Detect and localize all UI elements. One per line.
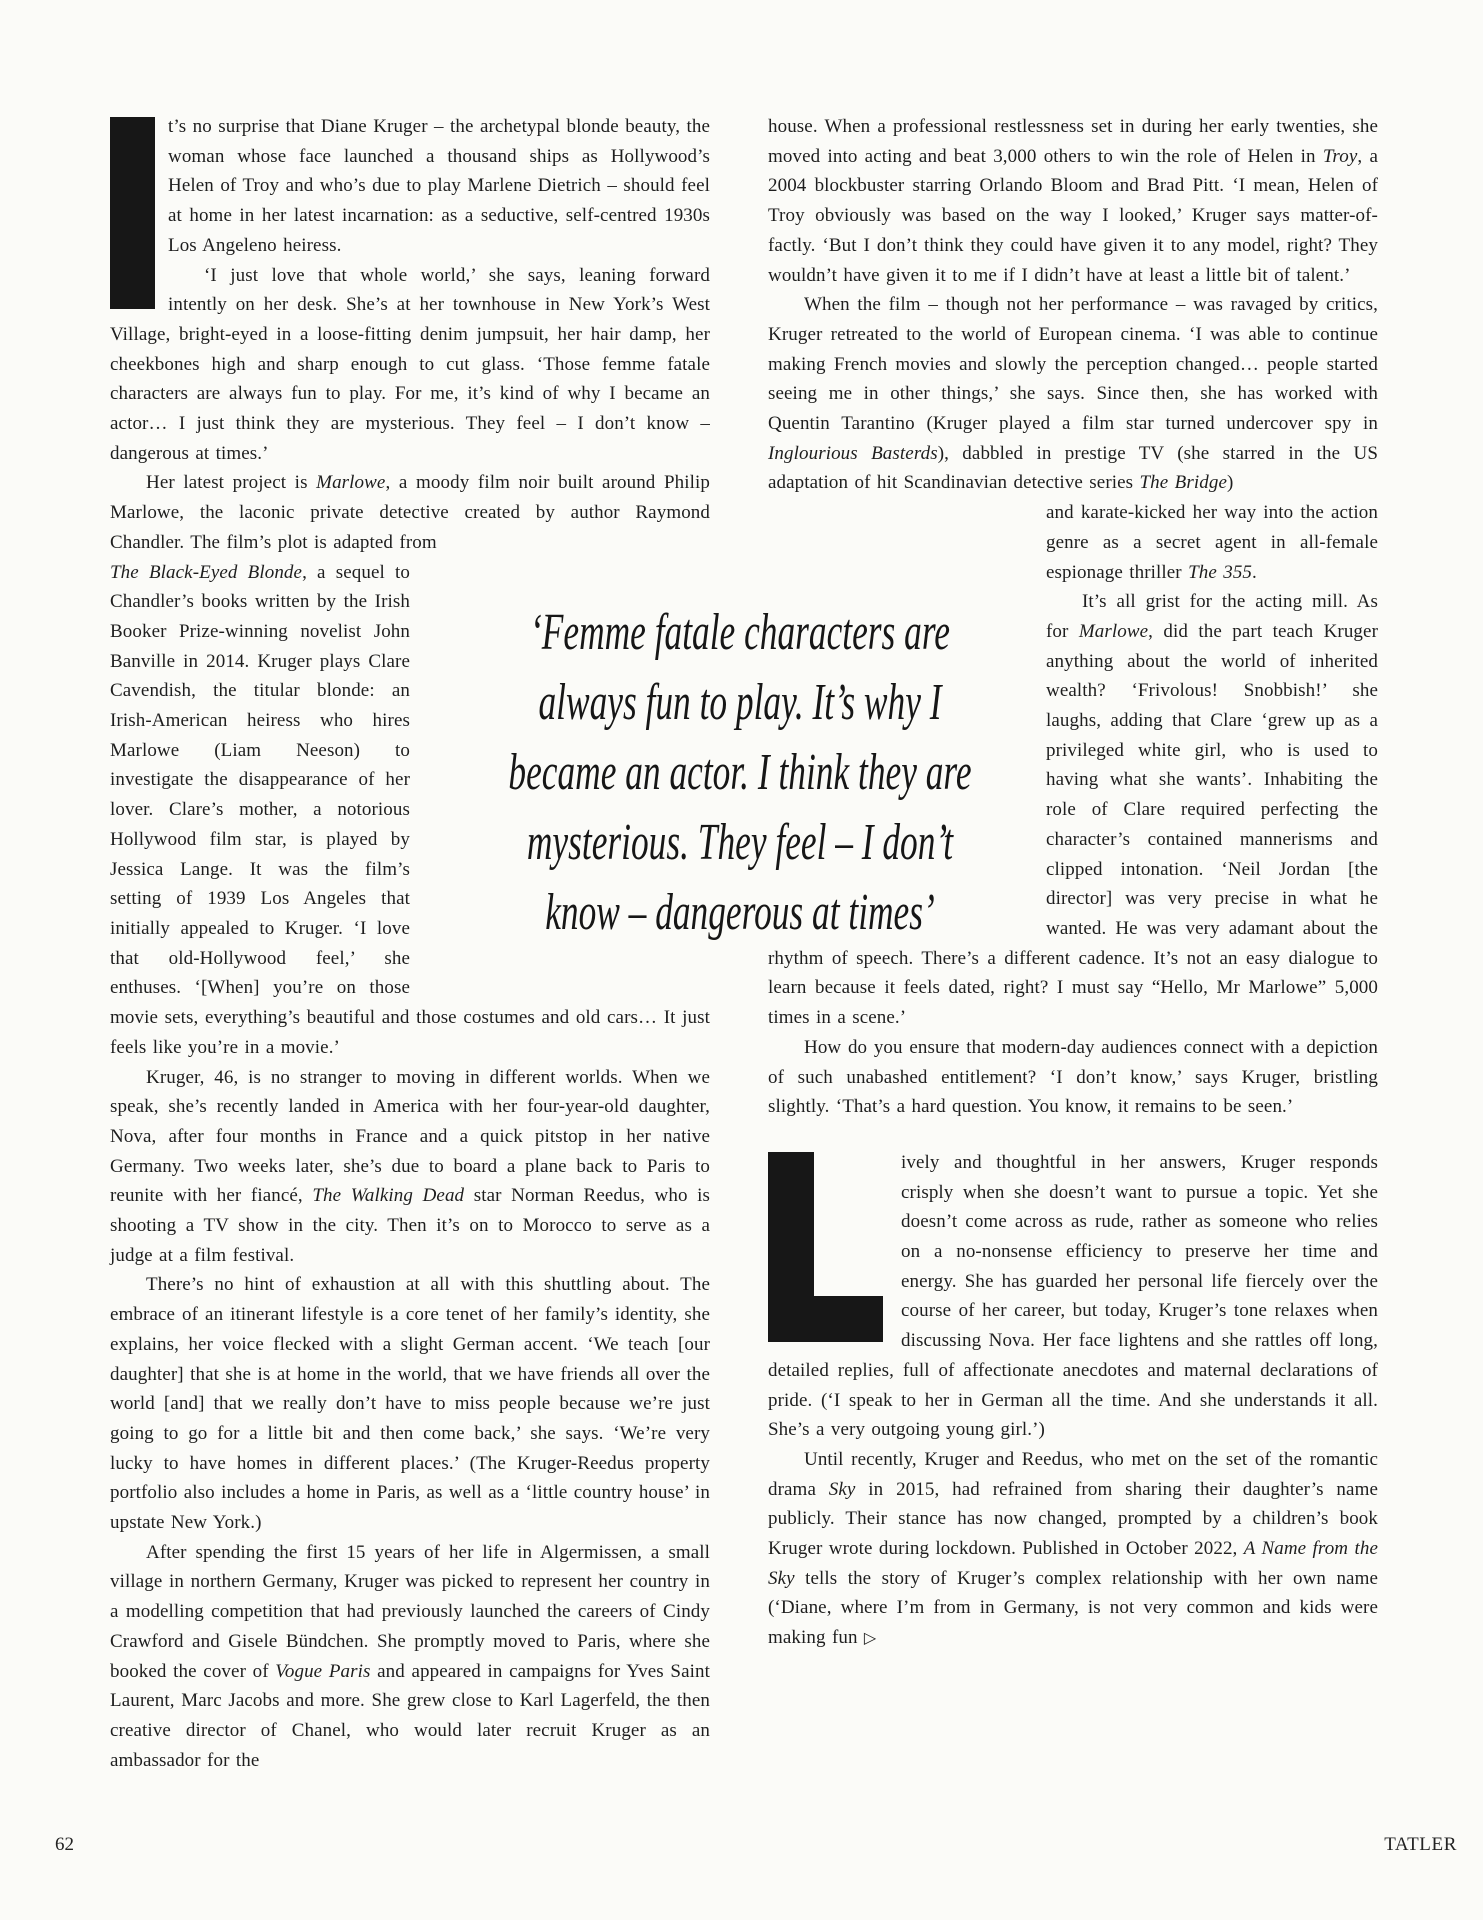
paragraph-text: ively and thoughtful in her answers, Kruger responds crisply when she doesn’t want to pursue a topic. Yet she doesn’t come across as rude, rather as someone who relies on a no-nonsense efficiency to preserve her time and energy. She has guarded her personal life fiercely over the course of her career, but today, Kruger’s tone relaxes when discussing Nova. Her face lightens and she rattles off long, detailed replies, full of affectionate anecdotes and maternal declarations of pride. (‘I speak to her in German all the time. And she understands it all. She’s a very outgoing young girl.’) — [768, 1151, 1378, 1441]
paragraph-text: ‘I just love that whole world,’ she says, leaning forward intently on her desk. She’s at her townhouse in New York’s West Village, bright-eyed in a loose-fitting denim jumpsuit, her hair damp, her cheekbones high and sharp enough to cut glass. ‘Those femme fatale characters are always fun to play. For me, it’s kind of why I became an actor… I just think they are mysterious. They feel – I don’t know – dangerous at times.’ — [110, 264, 710, 464]
paragraph-text: After spending the first 15 years of her life in Algermissen, a small village in northern Germany, Kruger was picked to represent her country in a modelling competition that had previously launched the careers of Cindy Crawford and Gisele Bündchen. She promptly moved to Paris, where she booked the cover of Vogue Paris and appeared in campaigns for Yves Saint Laurent, Marc Jacobs and more. She grew close to Karl Lagerfeld, the then creative director of Chanel, who would later recruit Kruger as an ambassador for the — [110, 1541, 710, 1771]
paragraph — [110, 261, 710, 469]
pull-quote-line: mysterious. They feel – I don’t — [526, 814, 954, 871]
magazine-name: TATLER — [1384, 1834, 1457, 1855]
paragraph — [768, 498, 1378, 587]
pull-quote-line: became an actor. I think they are — [508, 744, 972, 801]
paragraph-text: and karate-kicked her way into the action genre as a secret agent in all-female espionage thriller The 355. — [1046, 502, 1378, 583]
paragraph — [768, 290, 1378, 498]
paragraph — [110, 1270, 710, 1537]
pull-quote-line: always fun to play. It’s why I — [538, 674, 942, 731]
paragraph-text: t’s no surprise that Diane Kruger – the archetypal blonde beauty, the woman whose face launched a thousand ships as Hollywood’s Helen of Troy and who’s due to play Marlene Dietrich – should feel at home in her latest incarnation: as a seductive, self-centred 1930s Los Angeleno heiress. — [168, 116, 710, 256]
paragraph — [110, 112, 710, 261]
paragraph — [110, 1063, 710, 1271]
paragraph-text: It’s all grist for the acting mill. As for Marlowe, did the part teach Kruger anything about the world of inherited wealth? ‘Frivolous! Snobbish!’ she laughs, adding that Clare ‘grew up as a privileged white girl, who is used to having what she wants’. Inhabiting the role of Clare required perfecting the character’s contained mannerisms and clipped intonation. ‘Neil Jordan [the director] was very precise in what he wanted. He was very adamant about the rhythm of speech. There’s a different cadence. It’s not an easy dialogue to learn because it feels dated, right? I must say “Hello, Mr Marlowe” 5,000 times in a scene.’ — [768, 591, 1378, 1029]
pull-quote-line: ‘Femme fatale characters are — [530, 604, 950, 661]
page-number: 62 — [55, 1834, 74, 1855]
paragraph — [768, 112, 1378, 290]
paragraph — [110, 468, 710, 557]
pull-quote-line: know – dangerous at times’ — [545, 884, 935, 941]
paragraph-text: Kruger, 46, is no stranger to moving in different worlds. When we speak, she’s recently landed in America with her four-year-old daughter, Nova, after four months in France and a quick pitstop in her native Germany. Two weeks later, she’s due to board a plane back to Paris to reunite with her fiancé, The Walking Dead star Norman Reedus, who is shooting a TV show in the city. Then it’s on to Morocco to serve as a judge at a film festival. — [110, 1066, 710, 1266]
paragraph-text: How do you ensure that modern-day audiences connect with a depiction of such unabashed entitlement? ‘I don’t know,’ says Kruger, bristling slightly. ‘That’s a hard question. You know, it remains to be seen.’ — [768, 1036, 1378, 1118]
paragraph — [110, 1538, 710, 1776]
paragraph — [768, 1445, 1378, 1653]
paragraph-text: Until recently, Kruger and Reedus, who met on the set of the romantic drama Sky in 2015, had refrained from sharing their daughter’s name publicly. Their stance has now changed, prompted by a children’s book Kruger wrote during lockdown. Published in October 2022, A Name from the Sky tells the story of Kruger’s complex relationship with her own name (‘Diane, where I’m from in Germany, is not very common and kids were making fun ▷ — [768, 1448, 1378, 1649]
paragraph — [768, 1033, 1378, 1122]
drop-cap-i — [110, 117, 155, 309]
paragraph-text: The Black-Eyed Blonde, a sequel to Chandler’s books written by the Irish Booker Prize-winning novelist John Banville in 2014. Kruger plays Clare Cavendish, the titular blonde: an Irish-American heiress who hires Marlowe (Liam Neeson) to investigate the disappearance of her lover. Clare’s mother, a notorious Hollywood film star, is played by Jessica Lange. It was the film’s setting of 1939 Los Angeles that initially appealed to Kruger. ‘I love that old-Hollywood feel,’ she enthuses. ‘[When] you’re on those movie sets, everything’s beautiful and those costumes and old cars… It just feels like you’re in a movie.’ — [110, 561, 710, 1058]
paragraph — [768, 1148, 1378, 1445]
paragraph-text: When the film – though not her performance – was ravaged by critics, Kruger retreated to the world of European cinema. ‘I was able to continue making French movies and slowly the perception changed… people started seeing me in other things,’ she says. Since then, she has worked with Quentin Tarantino (Kruger played a film star turned undercover spy in Inglourious Basterds), dabbled in prestige TV (she starred in the US adaptation of hit Scandinavian detective series The Bridge) — [768, 294, 1378, 494]
paragraph-text: There’s no hint of exhaustion at all with this shuttling about. The embrace of an itinerant lifestyle is a core tenet of her family’s identity, she explains, her voice flecked with a slight German accent. ‘We teach [our daughter] that she is at home in the world, that we have friends all over the world [and] that we really don’t have to miss people because we’re just going to go for a little bit and then come back,’ she says. ‘We’re very lucky to have homes in different places.’ (The Kruger-Reedus property portfolio also includes a home in Paris, as well as a ‘little country house’ in upstate New York.) — [110, 1274, 711, 1534]
paragraph-text: Her latest project is Marlowe, a moody film noir built around Philip Marlowe, the laconic private detective created by author Raymond Chandler. The film’s plot is adapted from — [110, 472, 711, 553]
drop-cap-l — [768, 1152, 883, 1342]
pull-quote — [448, 598, 1033, 948]
paragraph-text: house. When a professional restlessness set in during her early twenties, she moved into acting and beat 3,000 others to win the role of Helen in Troy, a 2004 blockbuster starring Orlando Bloom and Brad Pitt. ‘I mean, Helen of Troy obviously was based on the way I looked,’ Kruger says matter-of-factly. ‘But I don’t think they could have given it to any model, right? They wouldn’t have given it to me if I didn’t have at least a little bit of talent.’ — [768, 116, 1378, 286]
